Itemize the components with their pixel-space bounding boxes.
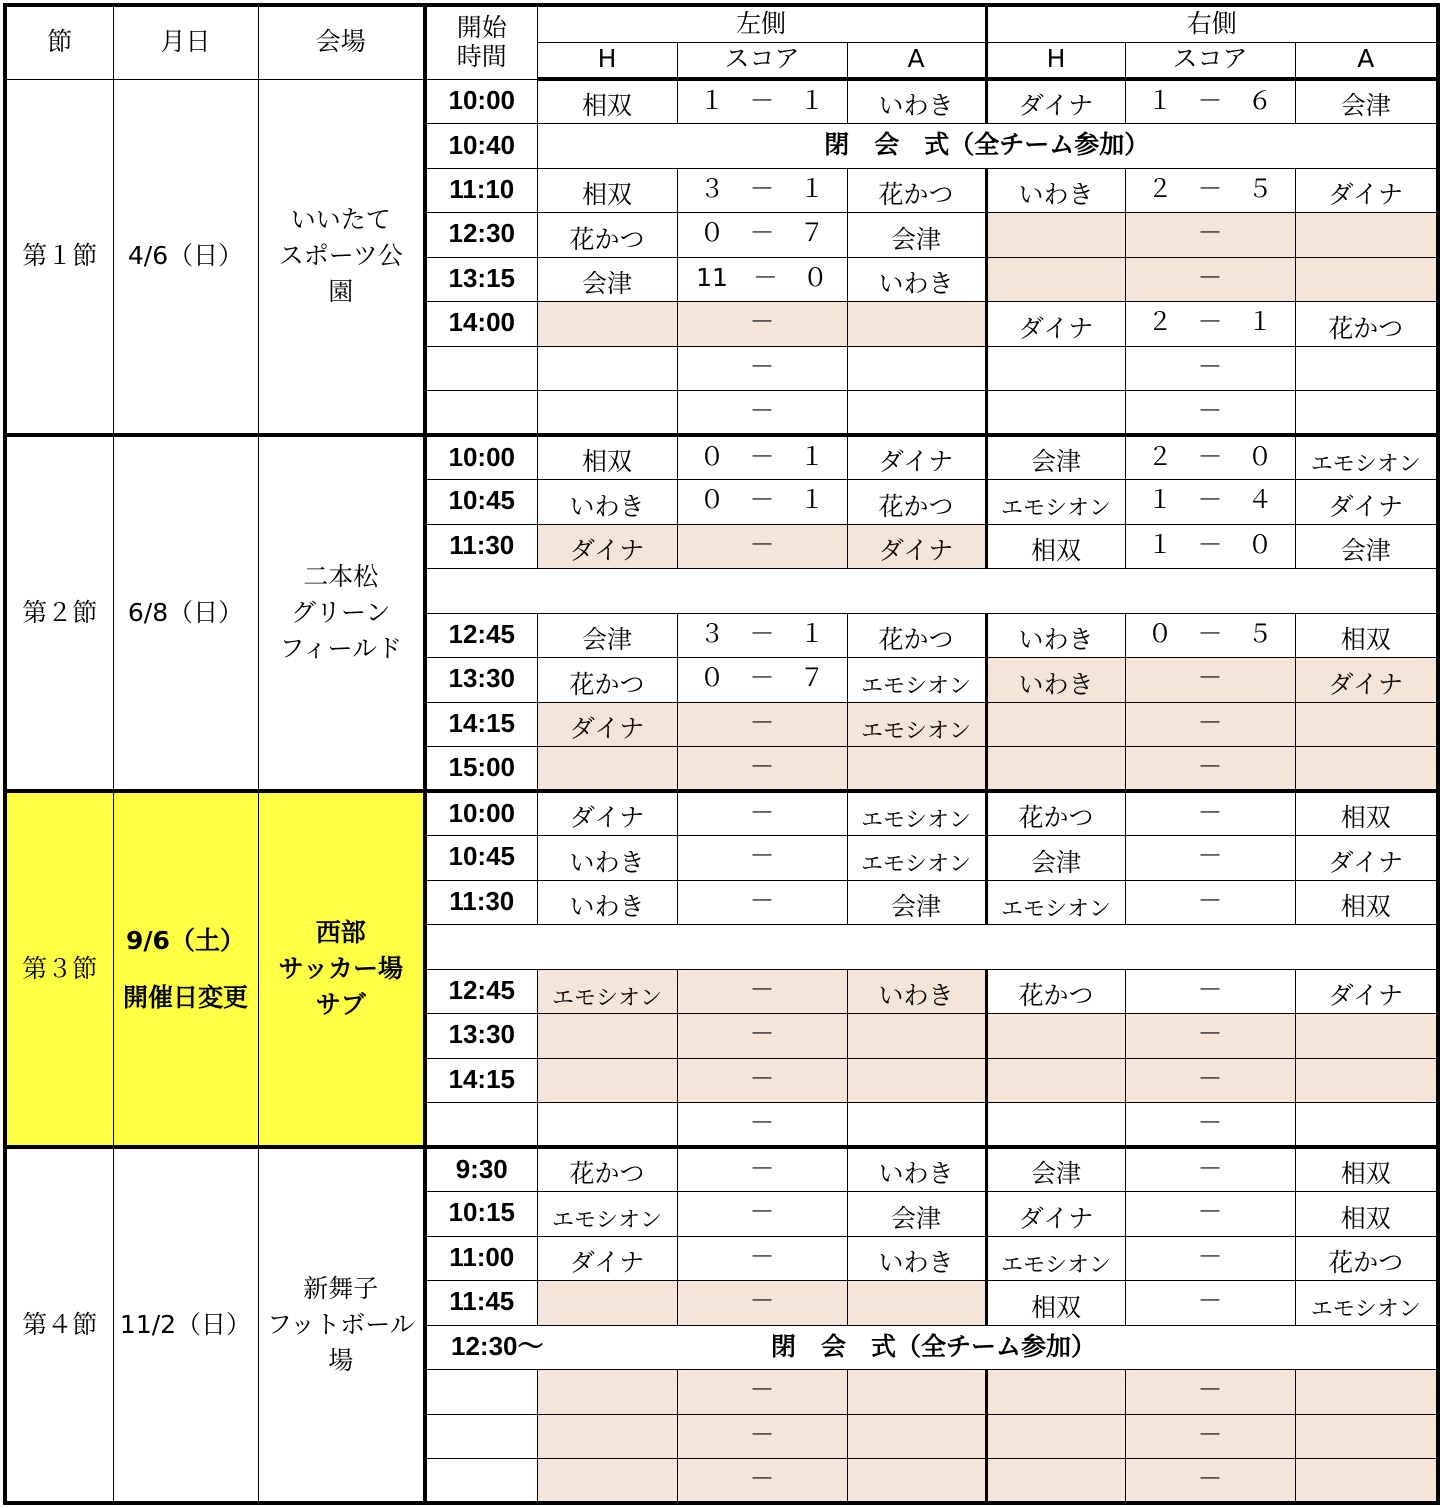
start-time: 13:15 (425, 257, 537, 302)
left-away-team: 花かつ (847, 613, 986, 658)
right-home-team (986, 1058, 1125, 1103)
start-time: 10:45 (425, 836, 537, 881)
left-home-team: ダイナ (537, 791, 677, 836)
left-home-team (537, 1370, 677, 1415)
left-away-team: エモシオン (847, 791, 986, 836)
left-score: － (677, 1192, 847, 1237)
round-venue: 二本松 グリーン フィールド (258, 435, 425, 791)
ceremony-label: 閉 会 式（全チーム参加） (771, 1332, 1097, 1362)
start-time: 11:30 (425, 880, 537, 925)
header-setsu: 節 (5, 5, 113, 79)
right-score: － (1125, 836, 1295, 881)
round-date: 4/6（日） (113, 79, 258, 435)
break-row (425, 569, 1438, 614)
header-left-h: H (537, 42, 677, 79)
start-time: 12:45 (425, 969, 537, 1014)
left-score: － (677, 1414, 847, 1459)
right-home-team: 会津 (986, 1147, 1125, 1192)
left-score: ０ － ７ (677, 658, 847, 703)
left-score: ３ － １ (677, 168, 847, 213)
right-away-team: ダイナ (1295, 480, 1438, 525)
left-home-team: 花かつ (537, 213, 677, 258)
right-score: － (1125, 1236, 1295, 1281)
right-away-team: エモシオン (1295, 435, 1438, 480)
right-away-team: 相双 (1295, 613, 1438, 658)
round-venue: 西部 サッカー場 サブ (258, 791, 425, 1147)
left-score: － (677, 302, 847, 347)
right-home-team (986, 702, 1125, 747)
left-score: － (677, 969, 847, 1014)
right-away-team (1295, 346, 1438, 391)
left-away-team: 会津 (847, 1192, 986, 1237)
round-venue: いいたて スポーツ公 園 (258, 79, 425, 435)
right-home-team: エモシオン (986, 880, 1125, 925)
start-time: 10:15 (425, 1192, 537, 1237)
left-home-team: 相双 (537, 168, 677, 213)
right-home-team (986, 391, 1125, 436)
right-score: － (1125, 1058, 1295, 1103)
start-time: 11:10 (425, 168, 537, 213)
start-time: 11:45 (425, 1281, 537, 1326)
right-home-team: いわき (986, 613, 1125, 658)
left-score: － (677, 880, 847, 925)
left-score: － (677, 747, 847, 792)
left-home-team: 相双 (537, 435, 677, 480)
left-score: － (677, 836, 847, 881)
right-score: ２ － １ (1125, 302, 1295, 347)
start-time: 12:45 (425, 613, 537, 658)
start-time (425, 1103, 537, 1148)
start-time: 10:40 (425, 124, 537, 169)
right-away-team: 会津 (1295, 79, 1438, 124)
left-away-team: エモシオン (847, 702, 986, 747)
right-home-team: ダイナ (986, 1192, 1125, 1237)
round-name: 第１節 (5, 79, 113, 435)
left-home-team: エモシオン (537, 969, 677, 1014)
header-start-line1: 開始 (456, 13, 507, 42)
left-score: － (677, 1058, 847, 1103)
left-away-team: エモシオン (847, 658, 986, 703)
right-home-team (986, 213, 1125, 258)
left-away-team: いわき (847, 1236, 986, 1281)
left-away-team: 花かつ (847, 168, 986, 213)
left-away-team: 会津 (847, 880, 986, 925)
right-score: ２ － ０ (1125, 435, 1295, 480)
left-away-team (847, 1459, 986, 1504)
round-name: 第２節 (5, 435, 113, 791)
right-home-team: 相双 (986, 1281, 1125, 1326)
right-score: － (1125, 213, 1295, 258)
right-score: － (1125, 791, 1295, 836)
left-score: － (677, 391, 847, 436)
left-home-team (537, 1414, 677, 1459)
header-right-h: H (986, 42, 1125, 79)
left-score: － (677, 1281, 847, 1326)
round-date: 6/8（日） (113, 435, 258, 791)
right-score: － (1125, 658, 1295, 703)
left-score: － (677, 1236, 847, 1281)
left-home-team (537, 1058, 677, 1103)
right-score: ２ － ５ (1125, 168, 1295, 213)
right-home-team: いわき (986, 658, 1125, 703)
start-time: 12:30 (425, 213, 537, 258)
right-home-team: ダイナ (986, 302, 1125, 347)
left-score: 11 － ０ (677, 257, 847, 302)
left-home-team (537, 1103, 677, 1148)
header-start-time (425, 5, 537, 79)
right-home-team (986, 1014, 1125, 1059)
right-score: － (1125, 1192, 1295, 1237)
left-score: － (677, 524, 847, 569)
ceremony-time: 12:30～ (451, 1331, 544, 1362)
right-away-team (1295, 747, 1438, 792)
start-time: 14:15 (425, 1058, 537, 1103)
left-score: １ － １ (677, 79, 847, 124)
left-home-team: 花かつ (537, 658, 677, 703)
right-away-team: 花かつ (1295, 1236, 1438, 1281)
left-away-team: 花かつ (847, 480, 986, 525)
left-home-team: いわき (537, 480, 677, 525)
right-away-team (1295, 1014, 1438, 1059)
start-time (425, 1370, 537, 1415)
right-score: － (1125, 1459, 1295, 1504)
header-date: 月日 (113, 5, 258, 79)
left-score: － (677, 346, 847, 391)
right-home-team (986, 1459, 1125, 1504)
right-home-team: 花かつ (986, 791, 1125, 836)
left-home-team: エモシオン (537, 1192, 677, 1237)
left-score: － (677, 1459, 847, 1504)
left-away-team: 会津 (847, 213, 986, 258)
header-left-score: スコア (677, 42, 847, 79)
left-home-team (537, 1459, 677, 1504)
right-away-team (1295, 1103, 1438, 1148)
right-score: １ － ４ (1125, 480, 1295, 525)
round-name: 第３節 (5, 791, 113, 1147)
start-time: 10:00 (425, 79, 537, 124)
left-away-team (847, 1058, 986, 1103)
right-away-team: 相双 (1295, 1192, 1438, 1237)
left-home-team: ダイナ (537, 524, 677, 569)
right-away-team: ダイナ (1295, 658, 1438, 703)
left-away-team (847, 1014, 986, 1059)
left-away-team: いわき (847, 1147, 986, 1192)
start-time: 13:30 (425, 658, 537, 703)
left-score: ０ － １ (677, 435, 847, 480)
right-score: － (1125, 346, 1295, 391)
match-schedule-table (3, 3, 1440, 1505)
right-score: － (1125, 257, 1295, 302)
left-home-team: 会津 (537, 257, 677, 302)
right-away-team: 相双 (1295, 1147, 1438, 1192)
left-away-team (847, 1103, 986, 1148)
start-time: 11:00 (425, 1236, 537, 1281)
left-home-team: 花かつ (537, 1147, 677, 1192)
right-away-team (1295, 702, 1438, 747)
round-venue: 新舞子 フットボール 場 (258, 1147, 425, 1503)
header-right-a: A (1295, 42, 1438, 79)
break-row (425, 925, 1438, 970)
closing-ceremony-row (425, 1325, 1438, 1370)
right-score: １ － ６ (1125, 79, 1295, 124)
left-away-team (847, 1414, 986, 1459)
start-time (425, 346, 537, 391)
start-time (425, 1414, 537, 1459)
left-home-team: ダイナ (537, 702, 677, 747)
left-score: － (677, 1014, 847, 1059)
left-away-team: ダイナ (847, 524, 986, 569)
header-left-a: A (847, 42, 986, 79)
right-home-team (986, 257, 1125, 302)
left-score: － (677, 791, 847, 836)
start-time: 10:00 (425, 791, 537, 836)
left-home-team (537, 747, 677, 792)
left-score: － (677, 1103, 847, 1148)
left-away-team (847, 1370, 986, 1415)
right-home-team: エモシオン (986, 480, 1125, 525)
closing-ceremony-row: 閉 会 式（全チーム参加） (537, 124, 1438, 169)
right-score: － (1125, 880, 1295, 925)
left-score: － (677, 702, 847, 747)
right-away-team: ダイナ (1295, 836, 1438, 881)
table-row (5, 435, 1438, 480)
right-score: － (1125, 747, 1295, 792)
right-away-team: 花かつ (1295, 302, 1438, 347)
header-start-line2: 時間 (456, 41, 507, 71)
right-score: － (1125, 1014, 1295, 1059)
table-row (5, 1147, 1438, 1192)
left-score: － (677, 1147, 847, 1192)
right-away-team (1295, 257, 1438, 302)
right-home-team (986, 1103, 1125, 1148)
left-home-team (537, 346, 677, 391)
right-home-team (986, 1414, 1125, 1459)
left-home-team (537, 391, 677, 436)
right-home-team: 会津 (986, 435, 1125, 480)
right-away-team (1295, 1459, 1438, 1504)
start-time (425, 1459, 537, 1504)
right-score: － (1125, 1281, 1295, 1326)
left-away-team: エモシオン (847, 836, 986, 881)
table-row (5, 791, 1438, 836)
table-row (5, 79, 1438, 124)
right-score: １ － ０ (1125, 524, 1295, 569)
right-home-team: ダイナ (986, 79, 1125, 124)
right-away-team: ダイナ (1295, 969, 1438, 1014)
left-score: ０ － １ (677, 480, 847, 525)
right-score: － (1125, 1147, 1295, 1192)
right-score: － (1125, 1103, 1295, 1148)
right-score: ０ － ５ (1125, 613, 1295, 658)
right-score: － (1125, 391, 1295, 436)
start-time: 15:00 (425, 747, 537, 792)
left-away-team: いわき (847, 79, 986, 124)
right-away-team (1295, 213, 1438, 258)
right-away-team: ダイナ (1295, 168, 1438, 213)
left-away-team (847, 302, 986, 347)
start-time (425, 391, 537, 436)
round-name: 第４節 (5, 1147, 113, 1503)
right-away-team (1295, 1370, 1438, 1415)
left-home-team: 会津 (537, 613, 677, 658)
start-time: 10:00 (425, 435, 537, 480)
left-home-team: いわき (537, 880, 677, 925)
header-right-score: スコア (1125, 42, 1295, 79)
left-score: － (677, 1370, 847, 1415)
left-away-team: いわき (847, 257, 986, 302)
header-left-side: 左側 (537, 5, 986, 42)
right-home-team: いわき (986, 168, 1125, 213)
right-away-team: 相双 (1295, 791, 1438, 836)
start-time: 9:30 (425, 1147, 537, 1192)
header-venue: 会場 (258, 5, 425, 79)
start-time: 14:00 (425, 302, 537, 347)
right-home-team: 会津 (986, 836, 1125, 881)
left-away-team (847, 391, 986, 436)
right-away-team (1295, 1058, 1438, 1103)
left-away-team: ダイナ (847, 435, 986, 480)
left-home-team (537, 1014, 677, 1059)
left-home-team: いわき (537, 836, 677, 881)
start-time: 13:30 (425, 1014, 537, 1059)
left-home-team: 相双 (537, 79, 677, 124)
right-away-team: 会津 (1295, 524, 1438, 569)
right-score: － (1125, 1414, 1295, 1459)
right-home-team (986, 747, 1125, 792)
right-home-team (986, 1370, 1125, 1415)
right-score: － (1125, 702, 1295, 747)
right-score: － (1125, 1370, 1295, 1415)
right-home-team: 相双 (986, 524, 1125, 569)
start-time: 14:15 (425, 702, 537, 747)
right-home-team (986, 346, 1125, 391)
start-time: 11:30 (425, 524, 537, 569)
right-score: － (1125, 969, 1295, 1014)
left-away-team: いわき (847, 969, 986, 1014)
left-home-team (537, 1281, 677, 1326)
round-date: 11/2（日） (113, 1147, 258, 1503)
left-home-team: ダイナ (537, 1236, 677, 1281)
left-away-team (847, 346, 986, 391)
left-home-team (537, 302, 677, 347)
right-away-team (1295, 391, 1438, 436)
right-home-team: エモシオン (986, 1236, 1125, 1281)
right-home-team: 花かつ (986, 969, 1125, 1014)
header-right-side: 右側 (986, 5, 1438, 42)
right-away-team (1295, 1414, 1438, 1459)
right-away-team: 相双 (1295, 880, 1438, 925)
left-score: ０ － ７ (677, 213, 847, 258)
round-date: 9/6（土） 開催日変更 (113, 791, 258, 1147)
start-time: 10:45 (425, 480, 537, 525)
left-away-team (847, 747, 986, 792)
right-away-team: エモシオン (1295, 1281, 1438, 1326)
left-away-team (847, 1281, 986, 1326)
left-score: ３ － １ (677, 613, 847, 658)
